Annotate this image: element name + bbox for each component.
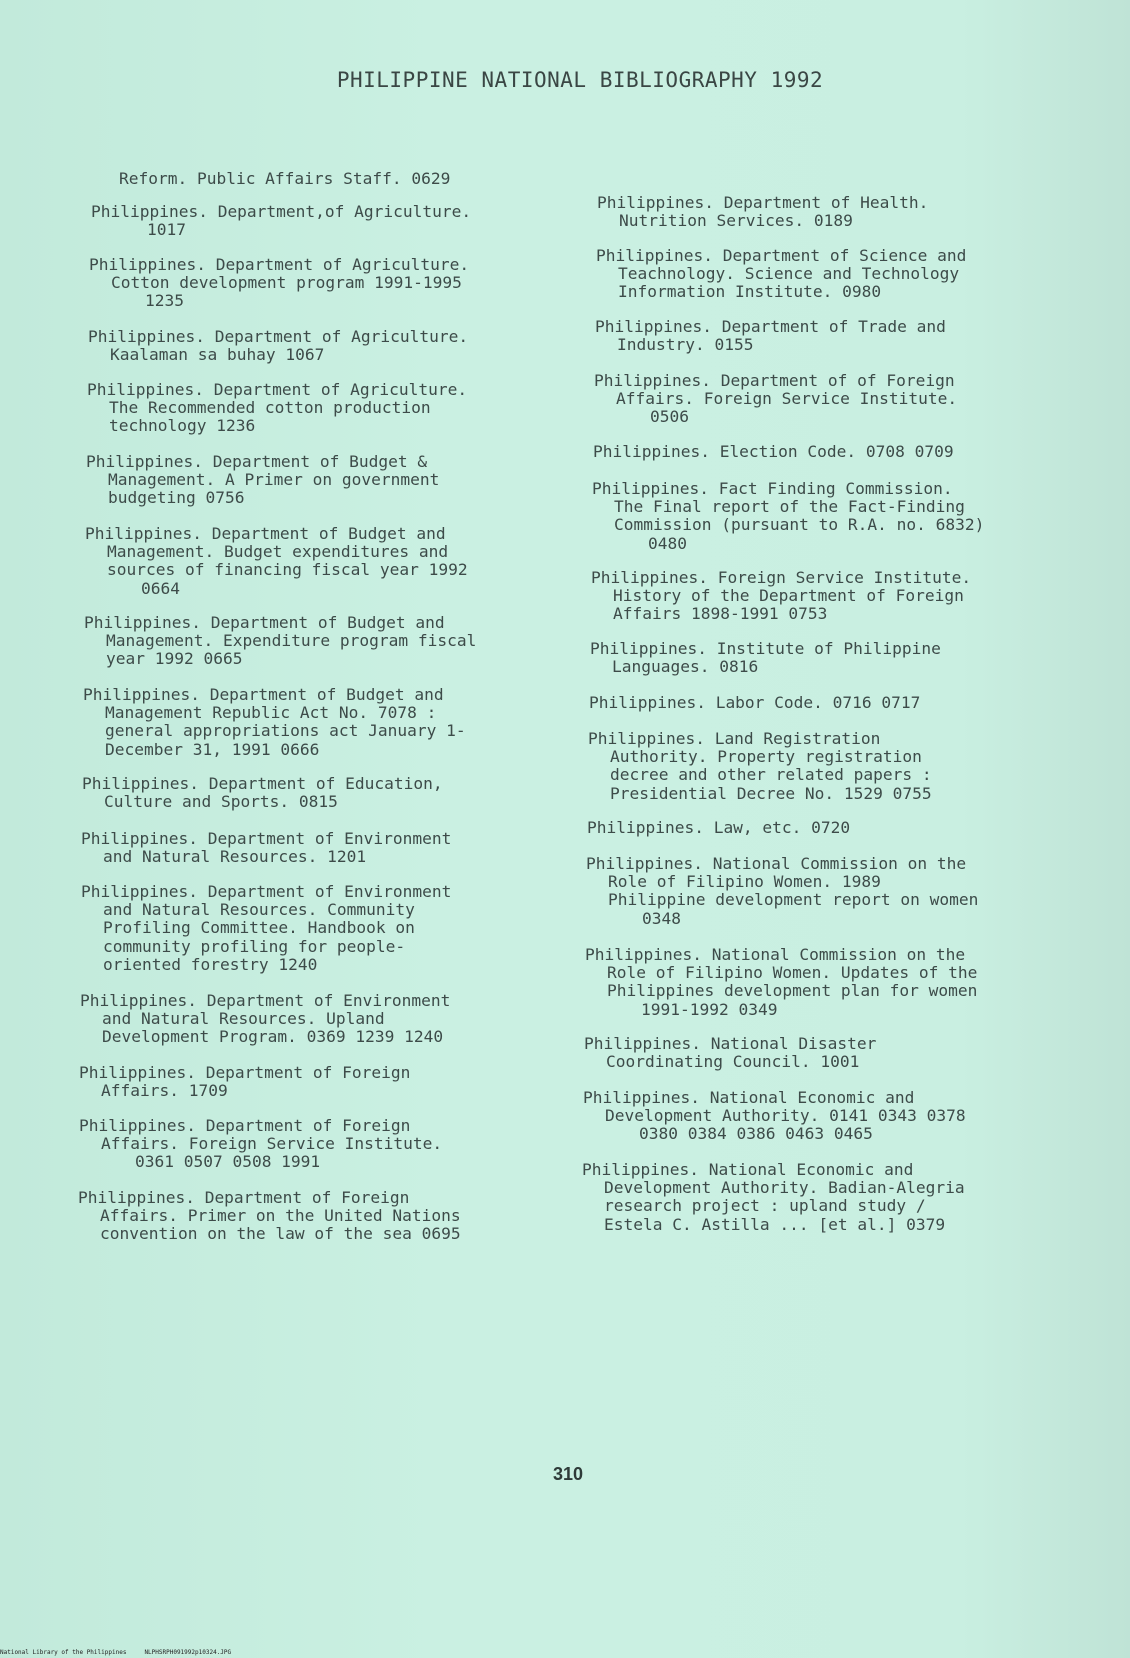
entry-continuation-line: general appropriations act January 1- [105, 721, 466, 741]
bibliography-entry [592, 480, 984, 553]
bibliography-entry [594, 372, 957, 427]
entry-heading-line: Philippines. Department of Foreign [78, 1188, 410, 1207]
entry-heading-line: Reform. Public Affairs Staff. 0629 [119, 169, 451, 188]
entry-heading-line: Philippines. National Economic and [583, 1088, 915, 1107]
entry-heading-line: Philippines. Labor Code. 0716 0717 [589, 693, 921, 712]
entry-heading-line: Philippines. Department of Budget & [86, 452, 428, 471]
bibliography-entry [80, 992, 450, 1047]
entry-continuation-line: Management. Budget expenditures and [107, 542, 449, 562]
entry-continuation-line: 0348 [642, 908, 681, 928]
entry-heading-line: Philippines. Department of Agriculture. [87, 380, 468, 399]
entry-heading-line: Philippines. National Disaster [584, 1034, 877, 1053]
entry-continuation-line: Kaalaman sa buhay 1067 [110, 345, 325, 365]
entry-heading-line: Philippines. Land Registration [588, 729, 881, 748]
entry-continuation-line: year 1992 0665 [106, 649, 243, 669]
entry-continuation-line: Cotton development program 1991-1995 [111, 273, 462, 293]
entry-continuation-line: 0506 [650, 407, 689, 427]
entry-continuation-line: research project : upland study / [604, 1196, 926, 1216]
bibliography-entry [86, 453, 439, 508]
bibliography-entry [587, 819, 850, 837]
bibliography-entry [586, 855, 978, 928]
bibliography-entry [89, 256, 469, 311]
entry-continuation-line: Role of Filipino Women. Updates of the [607, 963, 978, 983]
entry-heading-line: Philippines. Department of Environment [81, 882, 452, 901]
entry-continuation-line: Development Authority. Badian-Alegria [604, 1178, 965, 1198]
entry-heading-line: Philippines. Department of Education, [82, 774, 443, 793]
entry-heading-line: Philippines. Department of Health. [597, 193, 929, 212]
bibliography-entry [582, 1161, 965, 1234]
entry-continuation-line: convention on the law of the sea 0695 [100, 1224, 461, 1244]
entry-continuation-line: Authority. Property registration [610, 747, 922, 767]
bibliography-entry [81, 883, 451, 974]
bibliography-entry [82, 775, 443, 811]
entry-heading-line: Philippines. National Commission on the [586, 854, 967, 873]
entry-continuation-line: Affairs. 1709 [101, 1081, 228, 1101]
entry-continuation-line: Management. A Primer on government [108, 470, 440, 490]
entry-continuation-line: Development Authority. 0141 0343 0378 [605, 1106, 966, 1126]
entry-heading-line: Philippines. Department of Environment [81, 829, 452, 848]
entry-continuation-line: community profiling for people- [103, 936, 406, 956]
bibliography-entry [595, 318, 946, 354]
entry-continuation-line: Affairs. Foreign Service Institute. [101, 1134, 443, 1154]
bibliography-entry [88, 328, 468, 364]
entry-continuation-line: Profiling Committee. Handbook on [103, 918, 415, 938]
entry-continuation-line: Presidential Decree No. 1529 0755 [610, 783, 932, 803]
bibliography-entry [585, 946, 977, 1019]
entry-heading-line: Philippines. Department of Budget and [85, 524, 446, 543]
entry-continuation-line: Coordinating Council. 1001 [606, 1052, 860, 1072]
entry-continuation-line: Languages. 0816 [612, 657, 759, 677]
bibliography-entry [588, 730, 932, 803]
entry-continuation-line: 1235 [145, 291, 184, 311]
entry-continuation-line: 0480 [648, 533, 687, 553]
page-title: PHILIPPINE NATIONAL BIBLIOGRAPHY 1992 [336, 68, 824, 92]
entry-continuation-line: Commission (pursuant to R.A. no. 6832) [614, 515, 985, 535]
entry-heading-line: Philippines. National Economic and [582, 1160, 914, 1179]
entry-heading-line: Philippines. Department of Agriculture. [89, 255, 470, 274]
entry-heading-line: Philippines. Department of Foreign [79, 1063, 411, 1082]
entry-heading-line: Philippines. Law, etc. 0720 [587, 818, 851, 837]
entry-heading-line: Philippines. Department of of Foreign [594, 371, 955, 390]
entry-heading-line: Philippines. Department of Environment [80, 991, 451, 1010]
bibliography-entry [79, 1117, 442, 1172]
entry-continuation-line: Affairs. Foreign Service Institute. [616, 389, 958, 409]
entry-continuation-line: Management. Expenditure program fiscal [106, 631, 477, 651]
entry-continuation-line: Affairs. Primer on the United Nations [100, 1206, 461, 1226]
entry-continuation-line: Philippine development report on women [608, 890, 979, 910]
bibliography-entry [79, 1064, 410, 1100]
entry-heading-line: Philippines. Election Code. 0708 0709 [593, 442, 954, 461]
entry-continuation-line: 0380 0384 0386 0463 0465 [639, 1124, 873, 1144]
entry-continuation-line: Industry. 0155 [617, 335, 754, 355]
entry-continuation-line: The Final report of the Fact-Finding [614, 497, 965, 517]
bibliography-entry [84, 614, 476, 669]
entry-heading-line: Philippines. Department of Trade and [595, 317, 946, 336]
entry-continuation-line: History of the Department of Foreign [613, 586, 964, 606]
entry-continuation-line: technology 1236 [109, 416, 256, 436]
entry-continuation-line: budgeting 0756 [108, 488, 245, 508]
entry-heading-line: Philippines. Department of Agriculture. [88, 327, 469, 346]
entry-continuation-line: Nutrition Services. 0189 [619, 211, 853, 231]
entry-continuation-line: 1017 [147, 220, 186, 240]
bibliography-entry [91, 203, 471, 239]
bibliography-entry [593, 443, 954, 461]
bibliography-entry [583, 1089, 966, 1144]
entry-heading-line: Philippines. National Commission on the [585, 945, 966, 964]
bibliography-entry [83, 686, 466, 759]
bibliography-entry [81, 830, 451, 866]
footer-filename: NLPHSRPH091992p10324.JPG [144, 1649, 232, 1656]
entry-continuation-line: The Recommended cotton production [109, 398, 431, 418]
entry-continuation-line: Affairs 1898-1991 0753 [613, 604, 828, 624]
bibliography-entry [87, 381, 467, 436]
entry-continuation-line: Teachnology. Science and Technology [618, 264, 960, 284]
footer-library: National Library of the Philippines [0, 1649, 127, 1656]
bibliography-entry [589, 694, 920, 712]
bibliography-entry [597, 194, 928, 230]
entry-continuation-line: Philippines development plan for women [607, 981, 978, 1001]
entry-heading-line: Philippines. Foreign Service Institute. [591, 568, 972, 587]
entry-heading-line: Philippines. Department of Budget and [84, 613, 445, 632]
entry-heading-line: Philippines. Institute of Philippine [590, 639, 941, 658]
footer [0, 1649, 249, 1657]
entry-continuation-line: 0664 [141, 578, 180, 598]
entry-continuation-line: Management Republic Act No. 7078 : [105, 703, 437, 723]
entry-continuation-line: Role of Filipino Women. 1989 [608, 872, 881, 892]
entry-continuation-line: 1991-1992 0349 [641, 999, 778, 1019]
entry-continuation-line: Development Program. 0369 1239 1240 [102, 1027, 444, 1047]
bibliography-entry [591, 569, 971, 624]
bibliography-entry [119, 170, 450, 188]
bibliography-entry [85, 525, 468, 598]
entry-continuation-line: and Natural Resources. 1201 [103, 847, 367, 867]
entry-heading-line: Philippines. Department,of Agriculture. [91, 202, 472, 221]
entry-heading-line: Philippines. Department of Budget and [83, 685, 444, 704]
bibliography-entry [590, 640, 941, 676]
entry-continuation-line: and Natural Resources. Upland [102, 1009, 385, 1029]
entry-continuation-line: Culture and Sports. 0815 [104, 792, 338, 812]
entry-continuation-line: Estela C. Astilla ... [et al.] 0379 [604, 1214, 946, 1234]
entry-continuation-line: sources of financing fiscal year 1992 [107, 560, 468, 580]
bibliography-entry [584, 1035, 876, 1071]
bibliography-entry [78, 1189, 461, 1244]
entry-heading-line: Philippines. Department of Foreign [79, 1116, 411, 1135]
entry-continuation-line: December 31, 1991 0666 [105, 739, 320, 759]
entry-continuation-line: and Natural Resources. Community [103, 900, 415, 920]
entry-continuation-line: oriented forestry 1240 [103, 954, 318, 974]
entry-heading-line: Philippines. Fact Finding Commission. [592, 479, 953, 498]
entry-heading-line: Philippines. Department of Science and [596, 246, 967, 265]
bibliography-entry [596, 247, 966, 302]
entry-continuation-line: Information Institute. 0980 [618, 282, 882, 302]
entry-continuation-line: decree and other related papers : [610, 765, 932, 785]
entry-continuation-line: 0361 0507 0508 1991 [135, 1152, 321, 1172]
page-number: 310 [552, 1464, 584, 1484]
